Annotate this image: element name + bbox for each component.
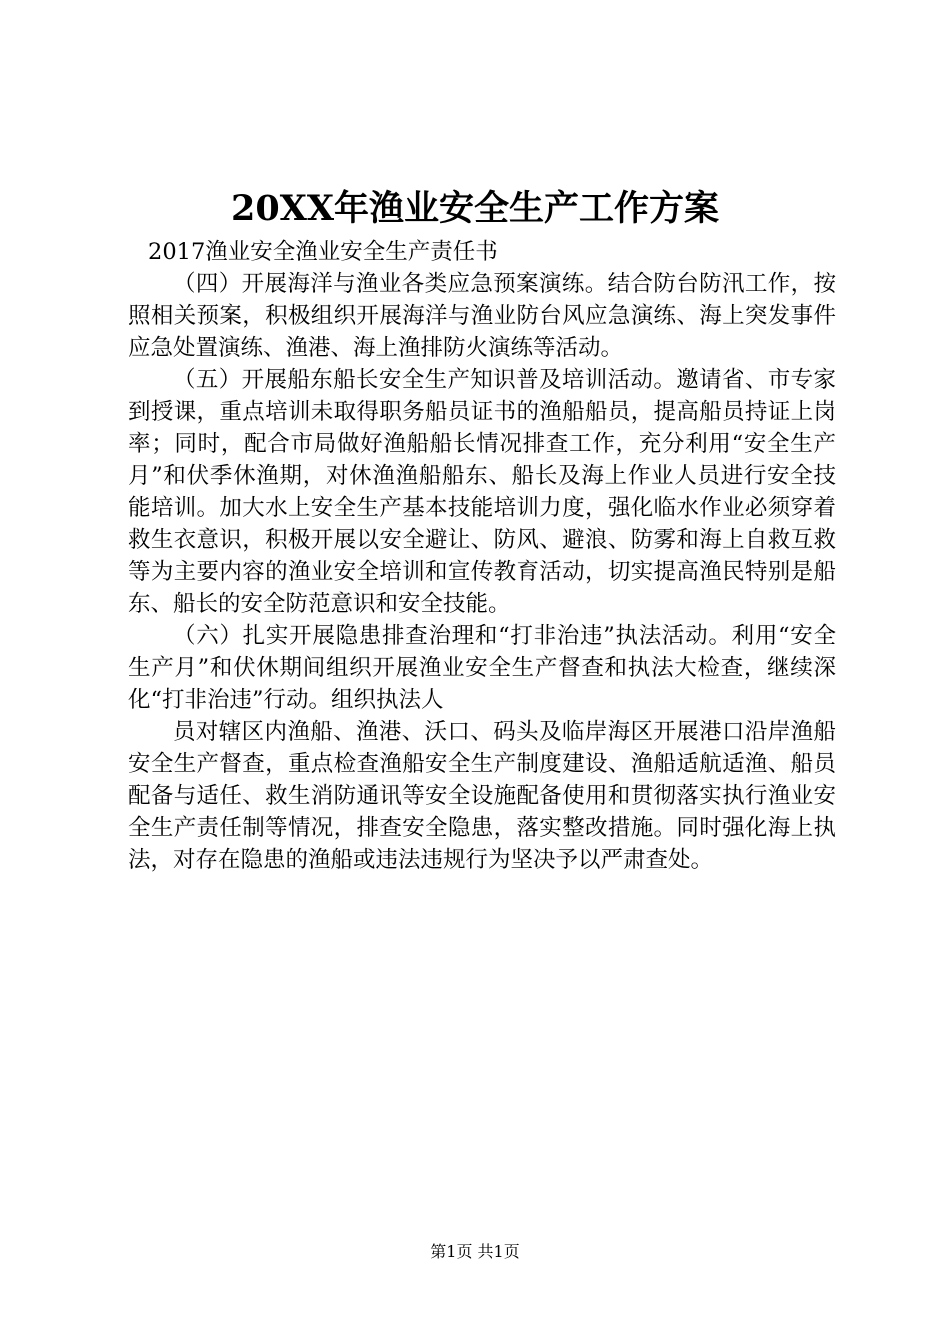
paragraph-6-continued: 员对辖区内渔船、渔港、沃口、码头及临岸海区开展港口沿岸渔船安全生产督查，重点检查渔船安全生产制度建设、渔船适航适渔、船员配备与适任、救生消防通讯等安全设施配备使用和贯彻落实执行渔业安全生产责任制等情况，排查安全隐患，落实整改措施。同时强化海上执法，对存在隐患的渔船或违法违规行为坚决予以严肃查处。 [128, 719, 836, 873]
document-title: 20XX年渔业安全生产工作方案 [230, 188, 720, 229]
paragraph-5: （五）开展船东船长安全生产知识普及培训活动。邀请省、市专家到授课，重点培训未取得职务船员证书的渔船船员，提高船员持证上岗率；同时，配合市局做好渔船船长情况排查工作，充分利用“安全生产月”和伏季休渔期，对休渔渔船船东、船长及海上作业人员进行安全技能培训。加大水上安全生产基本技能培训力度，强化临水作业必须穿着救生衣意识，积极开展以安全避让、防风、避浪、防雾和海上自救互救等为主要内容的渔业安全培训和宣传教育活动，切实提高渔民特别是船东、船长的安全防范意识和安全技能。 [128, 367, 836, 617]
document-body [128, 236, 836, 876]
paragraph-4: （四）开展海洋与渔业各类应急预案演练。结合防台防汛工作，按照相关预案，积极组织开展海洋与渔业防台风应急演练、海上突发事件应急处置演练、渔港、海上渔排防火演练等活动。 [128, 271, 836, 361]
document-subtitle: 2017渔业安全渔业安全生产责任书 [148, 239, 498, 265]
paragraph-6: （六）扎实开展隐患排查治理和“打非治违”执法活动。利用“安全生产月”和伏休期间组织开展渔业安全生产督查和执法大检查，继续深化“打非治违”行动。组织执法人 [128, 623, 836, 713]
page-footer: 第1页 共1页 [430, 1242, 520, 1261]
